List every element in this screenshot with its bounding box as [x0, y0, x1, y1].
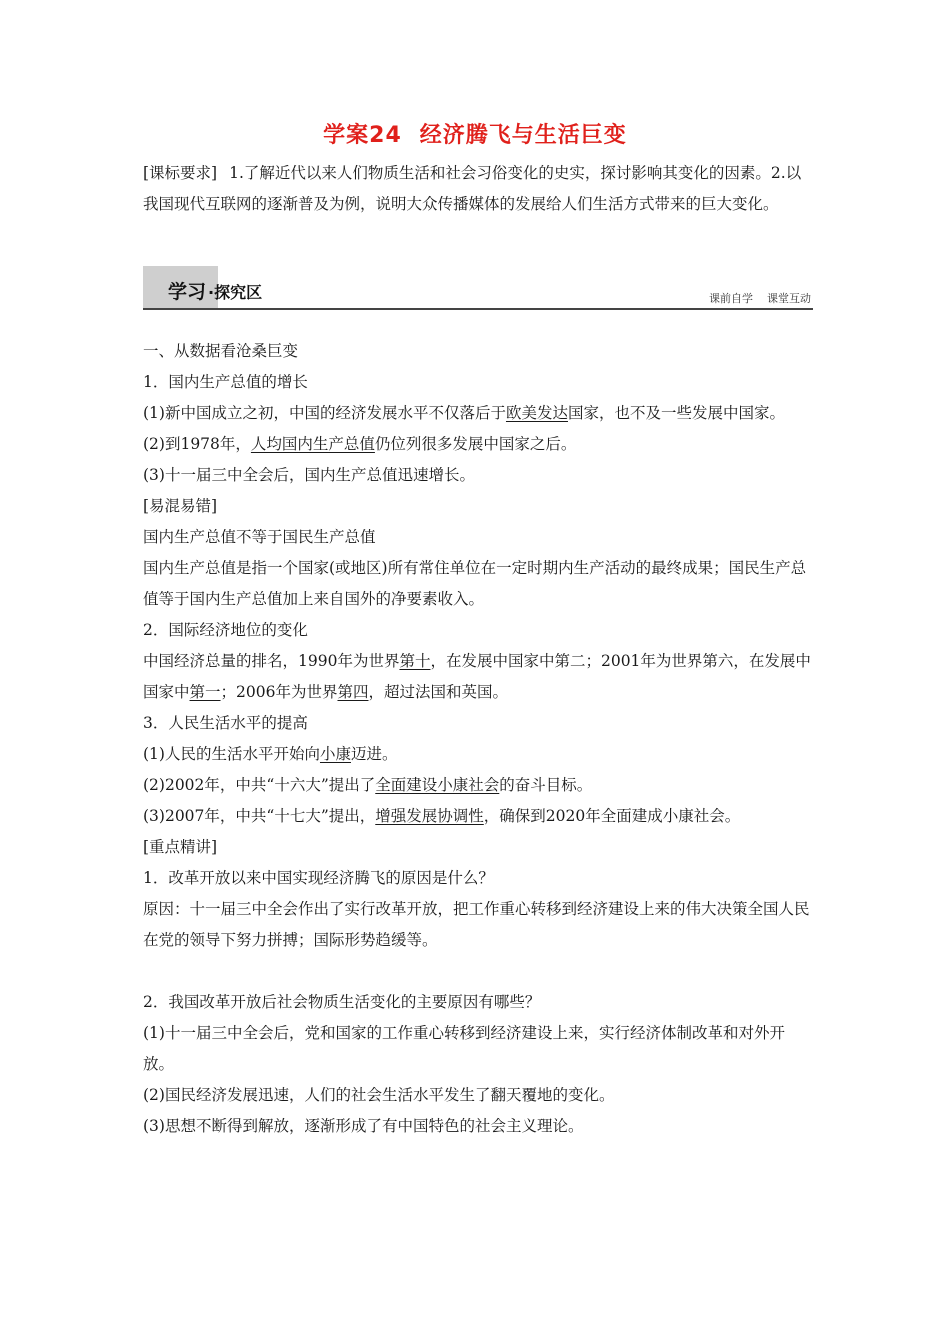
section-right-labels — [709, 290, 811, 306]
page-title — [0, 120, 950, 152]
fill-answer: 增强发展协调性 — [375, 807, 484, 825]
fill-answer: 人均国内生产总值 — [250, 435, 375, 453]
paragraph-gdp-3: (3)十一届三中全会后，国内生产总值迅速增长。 — [143, 466, 475, 484]
blank-line — [143, 956, 813, 987]
answer-2-point-3: (3)思想不断得到解放，逐渐形成了有中国特色的社会主义理论。 — [143, 1117, 584, 1135]
subsection-heading-living-standard: 3．人民生活水平的提高 — [143, 714, 308, 732]
title-lesson-number: 学案24 — [323, 123, 402, 148]
question-2: 2．我国改革开放后社会物质生活变化的主要原因有哪些？ — [143, 993, 541, 1011]
confusion-tag: [易混易错] — [143, 497, 218, 515]
fill-answer: 欧美发达 — [505, 404, 568, 422]
label-class-interaction: 课堂互动 — [767, 292, 811, 305]
section-heading: 一、从数据看沧桑巨变 — [143, 342, 299, 360]
fill-answer: 全面建设小康社会 — [375, 776, 500, 794]
paragraph-living-1: (1)人民的生活水平开始向小康迈进。 — [143, 745, 398, 763]
paragraph-living-3: (3)2007年，中共“十七大”提出，增强发展协调性，确保到2020年全面建成小康社会。 — [143, 807, 741, 825]
label-pre-class-study: 课前自学 — [709, 292, 753, 305]
fill-answer: 第一 — [189, 683, 221, 701]
answer-2-point-2: (2)国民经济发展迅速，人们的社会生活水平发生了翻天覆地的变化。 — [143, 1086, 615, 1104]
paragraph-living-2: (2)2002年，中共“十六大”提出了全面建设小康社会的奋斗目标。 — [143, 776, 593, 794]
paragraph-gdp-1: (1)新中国成立之初，中国的经济发展水平不仅落后于欧美发达国家，也不及一些发展中国家。 — [143, 404, 785, 422]
question-1: 1．改革开放以来中国实现经济腾飞的原因是什么？ — [143, 869, 494, 887]
section-tab-main: 学习 — [168, 281, 207, 303]
curriculum-requirements — [143, 158, 813, 220]
subsection-heading-intl-status: 2．国际经济地位的变化 — [143, 621, 308, 639]
paragraph-ranking: 中国经济总量的排名，1990年为世界第十，在发展中国家中第二；2001年为世界第六，在发展中国家中第一；2006年为世界第四，超过法国和英国。 — [143, 652, 811, 701]
subsection-heading-gdp: 1．国内生产总值的增长 — [143, 373, 308, 391]
section-divider — [143, 308, 813, 310]
fill-answer: 第十 — [399, 652, 431, 670]
paragraph-gdp-2: (2)到1978年，人均国内生产总值仍位列很多发展中国家之后。 — [143, 435, 577, 453]
focus-tag: [重点精讲] — [143, 838, 218, 856]
answer-2-point-1: (1)十一届三中全会后，党和国家的工作重心转移到经济建设上来，实行经济体制改革和对外开放。 — [143, 1024, 785, 1073]
answer-1: 原因：十一届三中全会作出了实行改革开放，把工作重心转移到经济建设上来的伟大决策全国人民在党的领导下努力拼搏；国际形势趋缓等。 — [143, 900, 810, 949]
confusion-title: 国内生产总值不等于国民生产总值 — [143, 528, 376, 546]
requirements-text: 1.了解近代以来人们物质生活和社会习俗变化的史实，探讨影响其变化的因素。2.以我国现代互联网的逐渐普及为例，说明大众传播媒体的发展给人们生活方式带来的巨大变化。 — [143, 164, 802, 213]
section-tab-sub: ·探究区 — [208, 283, 263, 302]
section-header — [143, 266, 813, 310]
title-topic: 经济腾飞与生活巨变 — [419, 123, 627, 148]
main-content — [143, 336, 813, 1142]
requirements-tag: [课标要求] — [143, 164, 218, 182]
fill-answer: 小康 — [319, 745, 351, 763]
section-tab-label — [168, 277, 262, 304]
fill-answer: 第四 — [337, 683, 369, 701]
confusion-explanation: 国内生产总值是指一个国家(或地区)所有常住单位在一定时期内生产活动的最终成果；国民生产总值等于国内生产总值加上来自国外的净要素收入。 — [143, 559, 807, 608]
